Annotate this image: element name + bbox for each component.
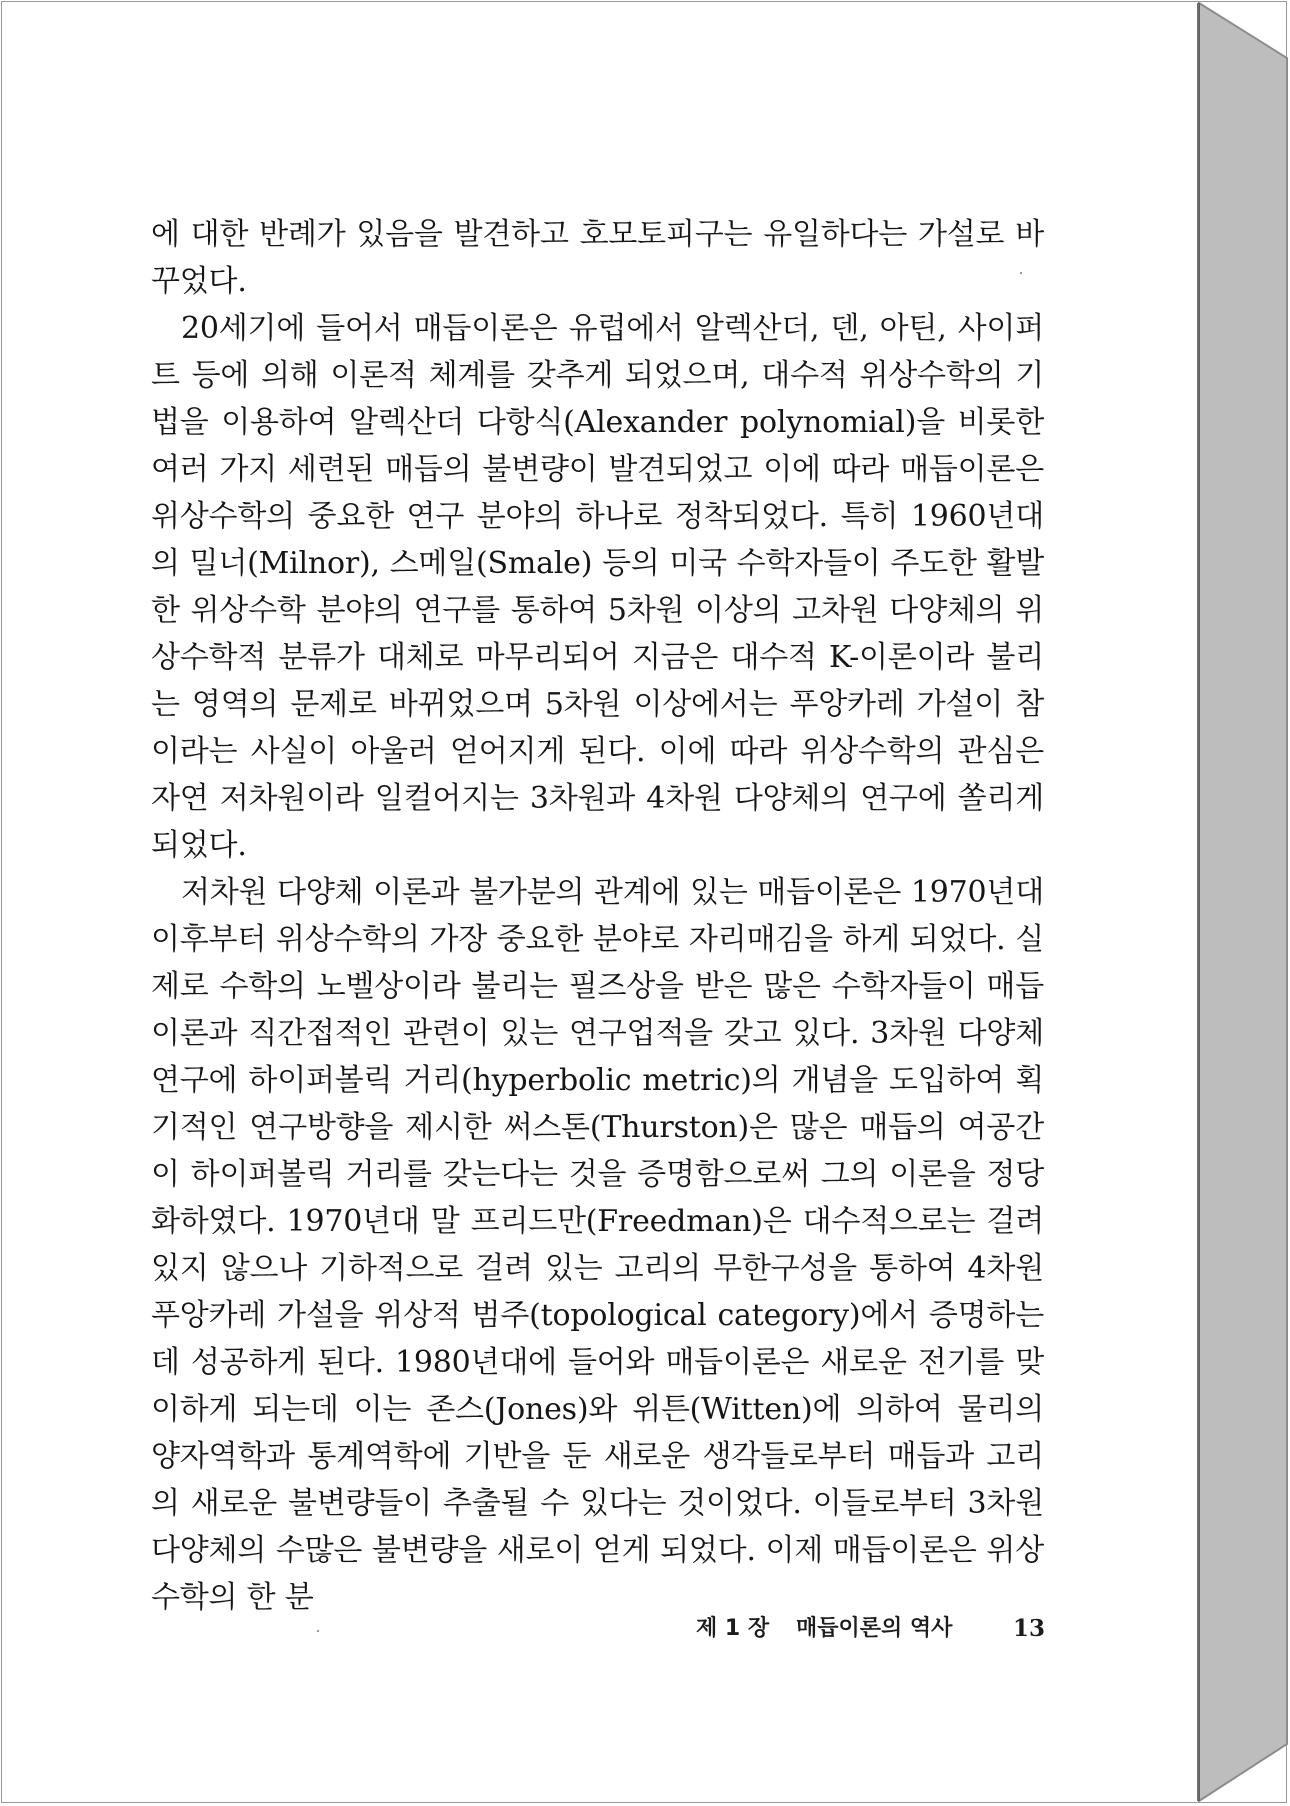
- paragraph: 에 대한 반례가 있음을 발견하고 호모토피구는 유일하다는 가설로 바꾸었다.: [151, 217, 1044, 299]
- scan-speck: [1020, 272, 1022, 274]
- running-footer-title: 매듭이론의 역사: [796, 1616, 953, 1641]
- book-page: [3, 3, 1199, 1801]
- paragraph: 저차원 다양체 이론과 불가분의 관계에 있는 매듭이론은 1970년대 이후부터 위상수학의 가장 중요한 분야로 자리매김을 하게 되었다. 실제로 수학의 노벨상이라 불리는 필즈상을 받은 많은 수학자들이 매듭이론과 직간접적인 관련이 있는 연구업적을 갖고 있다. 3차원 다양체 연구에 하이퍼볼릭 거리(hyperbolic metric)의 개념을 도입하여 획기적인 연구방향을 제시한 써스톤(Thurston)은 많은 매듭의 여공간이 하이퍼볼릭 거리를 갖는다는 것을 증명함으로써 그의 이론을 정당화하였다. 1970년대 말 프리드만(Freedman)은 대수적으로는 걸려 있지 않으나 기하적으로 걸려 있는 고리의 무한구성을 통하여 4차원 푸앙카레 가설을 위상적 범주(topological category)에서 증명하는 데 성공하게 된다. 1980년대에 들어와 매듭이론은 새로운 전기를 맞이하게 되는데 이는 존스(Jones)와 위튼(Witten)에 의하여 물리의 양자역학과 통계역학에 기반을 둔 새로운 생각들로부터 매듭과 고리의 새로운 불변량들이 추출될 수 있다는 것이었다. 이들로부터 3차원 다양체의 수많은 불변량을 새로이 얻게 되었다. 이제 매듭이론은 위상수학의 한 분: [151, 875, 1044, 1615]
- running-footer-chapter: 제 1 장: [696, 1616, 770, 1641]
- scan-speck: [317, 1630, 319, 1632]
- body-text: [151, 211, 1044, 1621]
- page-number: 13: [1013, 1615, 1046, 1642]
- paragraph: 20세기에 들어서 매듭이론은 유럽에서 알렉산더, 덴, 아틴, 사이퍼트 등에 의해 이론적 체계를 갖추게 되었으며, 대수적 위상수학의 기법을 이용하여 알렉산더 다항식(Alexander polynomial)을 비롯한 여러 가지 세련된 매듭의 불변량이 발견되었고 이에 따라 매듭이론은 위상수학의 중요한 연구 분야의 하나로 정착되었다. 특히 1960년대의 밀너(Milnor), 스메일(Smale) 등의 미국 수학자들이 주도한 활발한 위상수학 분야의 연구를 통하여 5차원 이상의 고차원 다양체의 위상수학적 분류가 대체로 마무리되어 지금은 대수적 K-이론이라 불리는 영역의 문제로 바뀌었으며 5차원 이상에서는 푸앙카레 가설이 참이라는 사실이 아울러 얻어지게 된다. 이에 따라 위상수학의 관심은 자연 저차원이라 일컬어지는 3차원과 4차원 다양체의 연구에 쏠리게 되었다.: [151, 311, 1044, 863]
